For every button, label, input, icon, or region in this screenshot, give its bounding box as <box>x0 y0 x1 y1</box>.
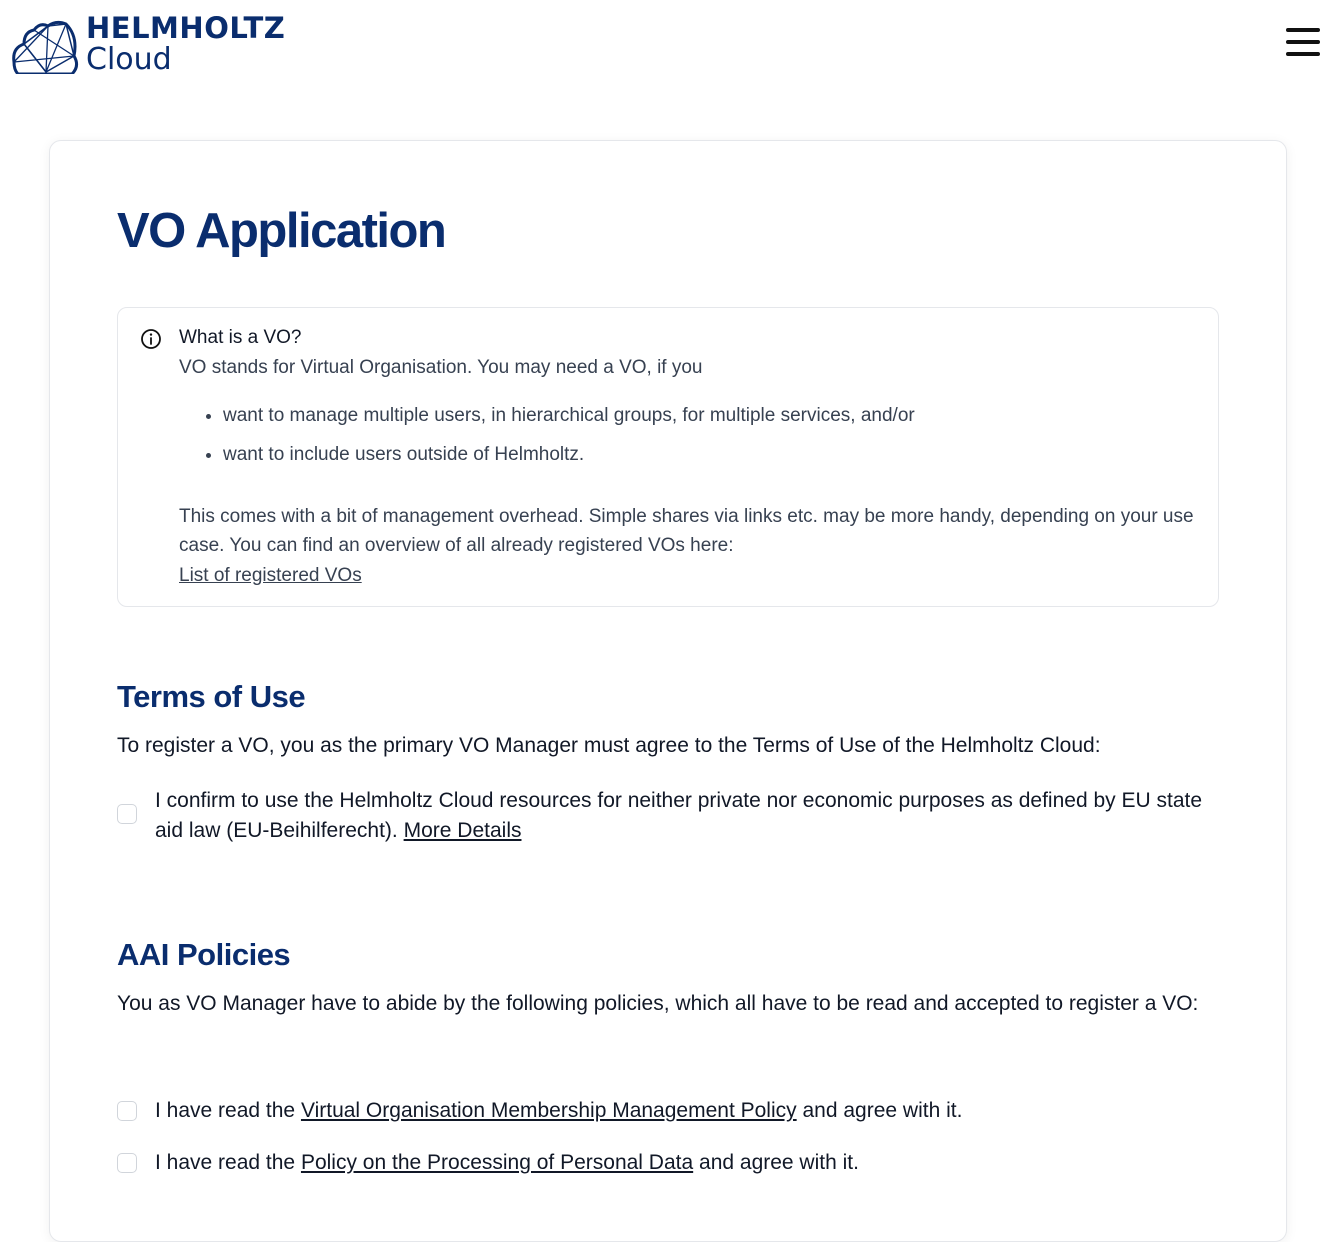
info-paragraph: This comes with a bit of management overhead. Simple shares via links etc. may be more handy, depending on your use case. You can find an overview of all already registered VOs here: <box>179 506 1194 556</box>
logo-product-text: Cloud <box>86 42 172 77</box>
vo-membership-policy-checkbox[interactable] <box>117 1101 137 1121</box>
info-title: What is a VO? <box>179 327 302 348</box>
policy-suffix: and agree with it. <box>802 1099 963 1122</box>
application-card <box>49 140 1287 1242</box>
helmholtz-cloud-logo[interactable] <box>10 11 286 77</box>
terms-heading: Terms of Use <box>117 679 306 714</box>
policy-prefix: I have read the <box>155 1151 296 1174</box>
terms-intro: To register a VO, you as the primary VO Manager must agree to the Terms of Use of the Helmholtz Cloud: <box>117 734 1101 757</box>
policy-checkbox-label <box>155 1148 859 1178</box>
site-header <box>0 0 1336 100</box>
aai-intro: You as VO Manager have to abide by the following policies, which all have to be read and accepted to register a VO: <box>117 992 1199 1015</box>
page-title: VO Application <box>117 204 446 258</box>
hamburger-menu-icon[interactable] <box>1286 28 1320 60</box>
policy-checkbox-row <box>117 1096 962 1126</box>
aai-heading: AAI Policies <box>117 937 291 972</box>
policy-prefix: I have read the <box>155 1099 296 1122</box>
terms-checkbox-text: I confirm to use the Helmholtz Cloud resources for neither private nor economic purposes as defined by EU state aid law (EU-Beihilferecht). <box>155 789 1203 842</box>
more-details-link[interactable]: More Details <box>403 819 522 842</box>
personal-data-policy-link[interactable]: Policy on the Processing of Personal Data <box>300 1151 694 1174</box>
vo-membership-policy-link[interactable]: Virtual Organisation Membership Management Policy <box>300 1099 797 1122</box>
info-box <box>117 307 1219 607</box>
list-item: • want to manage multiple users, in hierarchical groups, for multiple services, and/or <box>223 396 915 435</box>
policy-checkbox-row <box>117 1148 859 1178</box>
info-bullet-list <box>179 396 915 474</box>
logo-brand-text: HELMHOLTZ <box>86 11 286 45</box>
info-circle-icon <box>140 328 162 350</box>
policy-suffix: and agree with it. <box>699 1151 859 1174</box>
personal-data-policy-checkbox[interactable] <box>117 1153 137 1173</box>
policy-checkbox-label <box>155 1096 962 1126</box>
terms-checkbox-label <box>155 786 1207 846</box>
list-item: • want to include users outside of Helmholtz. <box>223 435 915 474</box>
registered-vos-link[interactable]: List of registered VOs <box>179 565 362 586</box>
terms-checkbox[interactable] <box>117 804 137 824</box>
info-lead: VO stands for Virtual Organisation. You may need a VO, if you <box>179 357 703 378</box>
terms-checkbox-row <box>117 786 1207 846</box>
cloud-logo-icon <box>10 16 80 74</box>
